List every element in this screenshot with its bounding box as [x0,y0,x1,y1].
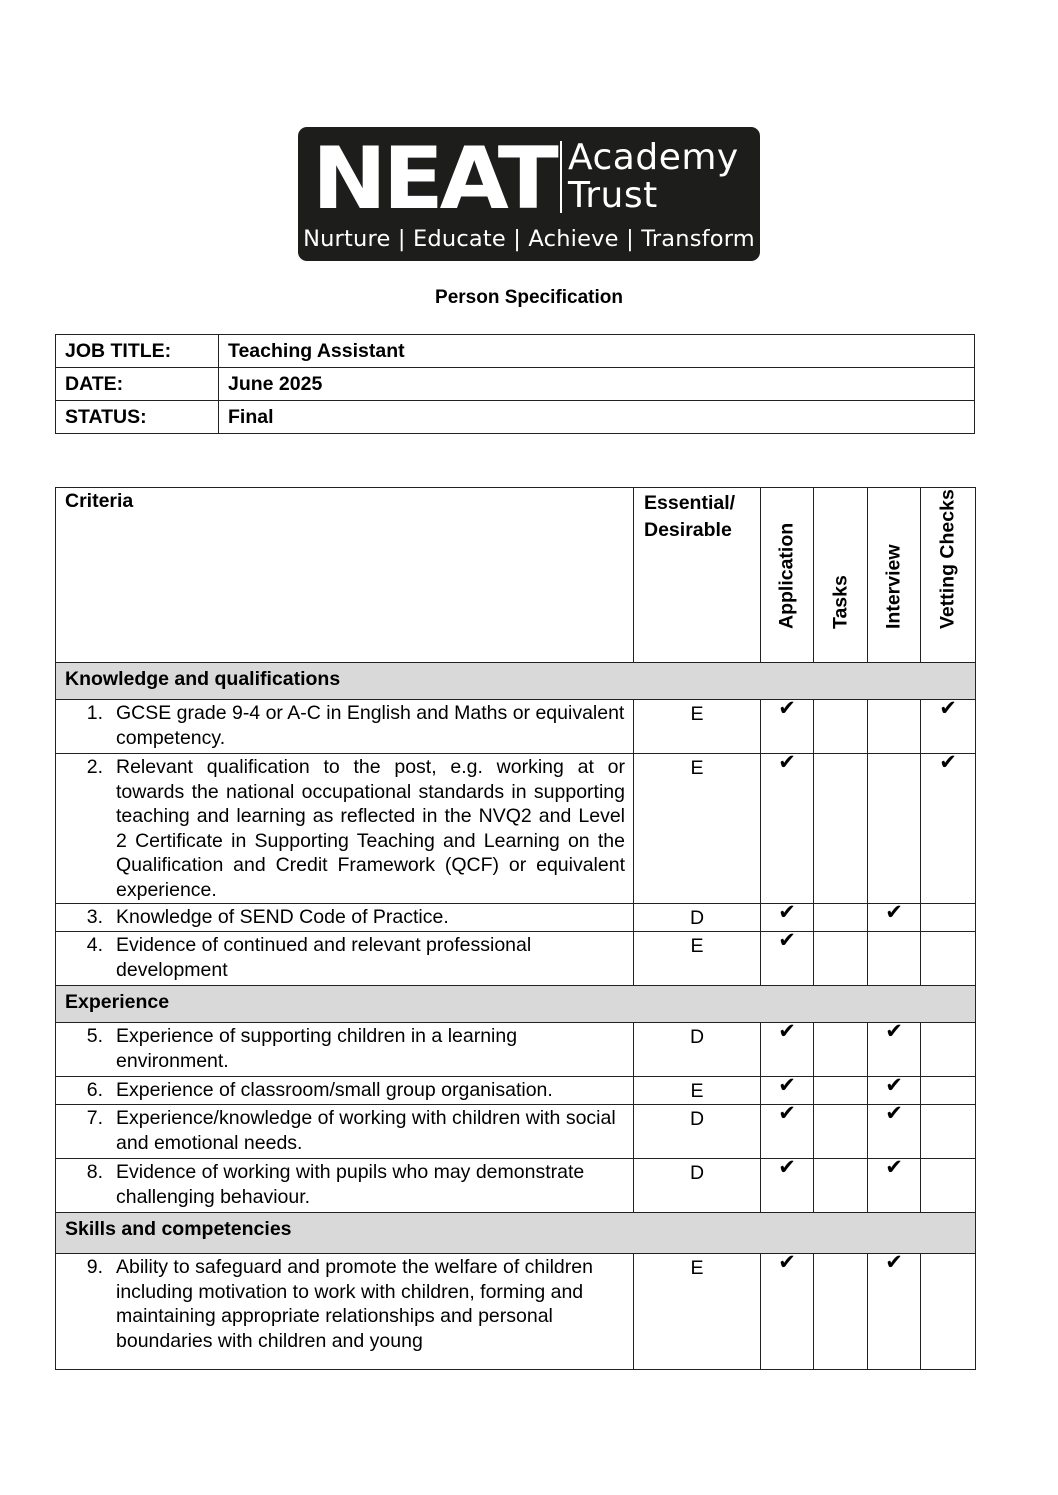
essential-desirable-cell: D [634,1023,761,1077]
logo-line-1: Academy [568,137,739,178]
criteria-cell [56,1105,634,1159]
page-title: Person Specification [435,287,623,308]
interview-check-cell [868,1074,921,1105]
tasks-check-cell [814,904,868,932]
criteria-text: Evidence of continued and relevant professional development [116,934,532,981]
criteria-number: 8. [86,1161,103,1183]
essential-desirable-cell: E [634,1254,761,1370]
application-check-cell [761,1020,814,1077]
interview-check-cell [868,932,921,986]
tasks-check-cell [814,1159,868,1213]
application-check-cell [761,929,814,986]
check-mark-icon: ✔ [778,1074,796,1097]
interview-check-cell [868,1020,921,1077]
header-application [761,488,814,663]
tasks-check-cell [814,1105,868,1159]
info-value: June 2025 [219,368,975,401]
neat-academy-trust-logo [298,127,760,261]
info-value: Final [219,401,975,434]
criteria-text: Evidence of working with pupils who may demonstrate challenging behaviour. [116,1161,585,1208]
info-label: DATE: [56,368,219,401]
interview-check-cell [868,1102,921,1159]
check-mark-icon: ✔ [885,901,903,924]
vetting-check-cell [921,697,976,754]
application-check-cell [761,1251,814,1370]
interview-check-cell [868,754,921,904]
essential-desirable-cell: E [634,700,761,754]
check-mark-icon: ✔ [778,751,796,774]
check-mark-icon: ✔ [885,1156,903,1179]
criteria-text: Experience of supporting children in a learning environment. [116,1025,518,1072]
interview-check-cell [868,1156,921,1213]
criteria-number: 3. [86,906,103,928]
header-tasks-label: Tasks [829,575,851,629]
criteria-item [56,1159,633,1210]
header-essential-desirable [634,488,761,663]
tasks-check-cell [814,1077,868,1105]
check-mark-icon: ✔ [778,1251,796,1274]
interview-check-cell [868,700,921,754]
header-interview [868,488,921,663]
criteria-item [56,932,633,983]
essential-desirable-cell: E [634,1077,761,1105]
criteria-text: Ability to safeguard and promote the welfare of children including motivation to work with children, forming and maintaining appropriate relationships and personal boundaries with children and young [116,1256,593,1352]
criteria-row [56,932,976,986]
vetting-check-cell [921,1105,976,1159]
criteria-number: 1. [86,702,103,724]
criteria-cell [56,1254,634,1370]
header-vetting-checks [921,488,976,663]
tasks-check-cell [814,754,868,904]
section-title: Knowledge and qualifications [56,663,976,700]
criteria-row [56,754,976,904]
check-mark-icon: ✔ [778,1102,796,1125]
criteria-text: Knowledge of SEND Code of Practice. [116,906,449,928]
criteria-item [56,1254,633,1354]
header-ed-line-2: Desirable [644,519,732,541]
info-row-status [56,401,975,434]
header-application-label: Application [775,522,798,629]
criteria-row [56,1023,976,1077]
criteria-text: Experience of classroom/small group organisation. [116,1079,553,1101]
essential-desirable-cell: D [634,1105,761,1159]
vetting-check-cell [921,1077,976,1105]
check-mark-icon: ✔ [778,929,796,952]
person-specification-table [55,487,976,1370]
vetting-check-cell [921,932,976,986]
header-vetting-label: Vetting Checks [936,489,959,629]
criteria-number: 9. [86,1256,103,1278]
logo-line-2: Trust [568,175,658,216]
application-check-cell [761,751,814,904]
vetting-check-cell [921,1159,976,1213]
table-body [56,663,976,1370]
criteria-item [56,1105,633,1156]
logo-divider [560,141,562,213]
check-mark-icon: ✔ [778,901,796,924]
criteria-text: Relevant qualification to the post, e.g. working at or towards the national occupational standards in supporting teaching and learning as reflected in the NVQ2 and Level 2 Certificate in Supporting Teaching and Learning on the Qualification and Credit Framework (QCF) or equivalent experience. [116,756,625,901]
job-info-table [55,334,975,434]
criteria-row [56,1159,976,1213]
logo-tagline: Nurture | Educate | Achieve | Transform [303,226,755,252]
criteria-text: GCSE grade 9-4 or A-C in English and Maths or equivalent competency. [116,702,625,749]
check-mark-icon: ✔ [778,1156,796,1179]
criteria-cell [56,754,634,904]
section-title: Skills and competencies [56,1213,976,1254]
criteria-cell [56,932,634,986]
criteria-number: 6. [86,1079,103,1101]
vetting-check-cell [921,1254,976,1370]
vetting-check-cell [921,1023,976,1077]
criteria-cell [56,904,634,932]
essential-desirable-cell: D [634,1159,761,1213]
check-mark-icon: ✔ [885,1102,903,1125]
criteria-cell [56,1077,634,1105]
criteria-cell [56,1023,634,1077]
header-interview-label: Interview [882,544,905,629]
tasks-check-cell [814,700,868,754]
info-label: JOB TITLE: [56,335,219,368]
criteria-row [56,1105,976,1159]
application-check-cell [761,1156,814,1213]
criteria-number: 7. [86,1107,103,1129]
section-header-row [56,663,976,700]
criteria-item [56,1077,633,1104]
criteria-item [56,700,633,751]
criteria-row [56,1077,976,1105]
tasks-check-cell [814,932,868,986]
application-check-cell [761,1074,814,1105]
tasks-check-cell [814,1254,868,1370]
check-mark-icon: ✔ [778,1020,796,1043]
check-mark-icon: ✔ [939,751,957,774]
criteria-item [56,1023,633,1074]
check-mark-icon: ✔ [778,697,796,720]
vetting-check-cell [921,751,976,904]
header-ed-line-1: Essential/ [644,492,736,514]
criteria-row [56,700,976,754]
section-header-row [56,1213,976,1254]
essential-desirable-cell: E [634,932,761,986]
section-title: Experience [56,986,976,1023]
check-mark-icon: ✔ [939,697,957,720]
info-value: Teaching Assistant [219,335,975,368]
table-header-row [56,488,976,663]
vetting-check-cell [921,904,976,932]
criteria-item [56,904,633,931]
logo-wordmark: NEAT [312,129,555,229]
info-row-date [56,368,975,401]
application-check-cell [761,901,814,932]
check-mark-icon: ✔ [885,1020,903,1043]
info-label: STATUS: [56,401,219,434]
criteria-text: Experience/knowledge of working with children with social and emotional needs. [116,1107,616,1154]
criteria-item [56,754,633,903]
criteria-row [56,904,976,932]
tasks-check-cell [814,1023,868,1077]
criteria-number: 5. [86,1025,103,1047]
interview-check-cell [868,901,921,932]
check-mark-icon: ✔ [885,1074,903,1097]
essential-desirable-cell: E [634,754,761,904]
criteria-number: 4. [86,934,103,956]
application-check-cell [761,1102,814,1159]
essential-desirable-cell: D [634,904,761,932]
info-row-job-title [56,335,975,368]
criteria-number: 2. [86,756,103,778]
interview-check-cell [868,1251,921,1370]
header-criteria: Criteria [56,488,634,663]
header-tasks [814,488,868,663]
criteria-row [56,1254,976,1370]
criteria-cell [56,700,634,754]
check-mark-icon: ✔ [885,1251,903,1274]
criteria-cell [56,1159,634,1213]
section-header-row [56,986,976,1023]
application-check-cell [761,697,814,754]
